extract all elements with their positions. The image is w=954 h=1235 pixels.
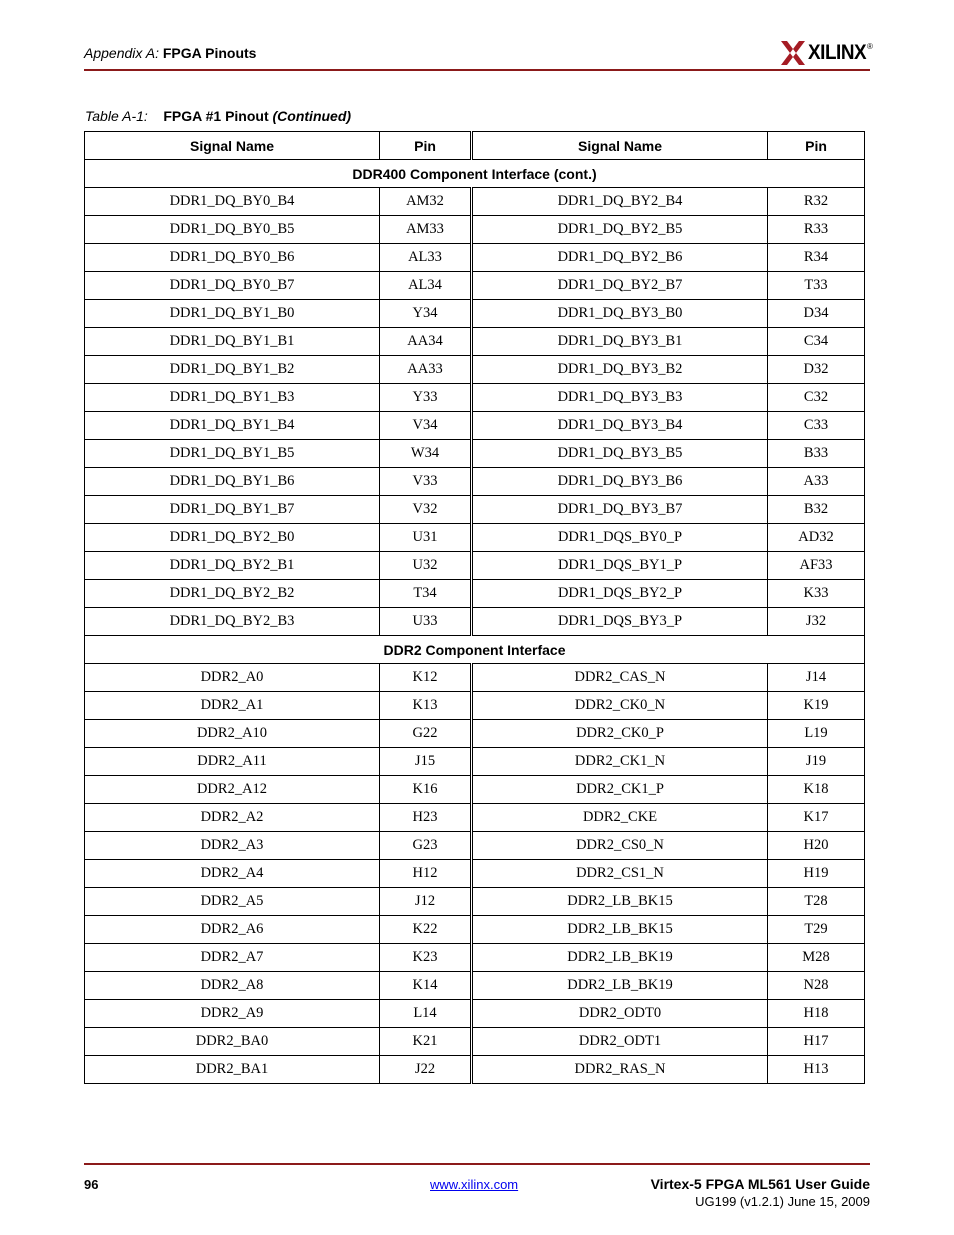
signal-name-cell: DDR2_A7 <box>85 944 380 972</box>
signal-name-cell: DDR1_DQ_BY2_B4 <box>472 188 768 216</box>
logo-text: XILINX <box>808 41 867 64</box>
signal-name-cell: DDR2_A3 <box>85 832 380 860</box>
signal-name-cell: DDR2_A4 <box>85 860 380 888</box>
column-header: Pin <box>380 132 472 160</box>
pin-cell: H12 <box>380 860 472 888</box>
pin-cell: G23 <box>380 832 472 860</box>
table-row <box>85 1056 865 1084</box>
signal-name-cell: DDR1_DQ_BY3_B2 <box>472 356 768 384</box>
section-row <box>85 636 865 664</box>
signal-name-cell: DDR2_CS1_N <box>472 860 768 888</box>
pin-cell: K17 <box>768 804 865 832</box>
pin-cell: T28 <box>768 888 865 916</box>
table-row <box>85 440 865 468</box>
section-prefix: Appendix A: <box>84 45 159 61</box>
pin-cell: AL33 <box>380 244 472 272</box>
table-row <box>85 412 865 440</box>
caption-label: Table A-1: <box>85 108 148 124</box>
signal-name-cell: DDR2_LB_BK15 <box>472 888 768 916</box>
table-row <box>85 776 865 804</box>
pin-cell: K21 <box>380 1028 472 1056</box>
pin-cell: AA33 <box>380 356 472 384</box>
pin-cell: U31 <box>380 524 472 552</box>
signal-name-cell: DDR2_BA0 <box>85 1028 380 1056</box>
signal-name-cell: DDR1_DQ_BY2_B5 <box>472 216 768 244</box>
signal-name-cell: DDR1_DQ_BY2_B7 <box>472 272 768 300</box>
signal-name-cell: DDR1_DQ_BY2_B1 <box>85 552 380 580</box>
pin-cell: L14 <box>380 1000 472 1028</box>
signal-name-cell: DDR1_DQ_BY1_B4 <box>85 412 380 440</box>
table-row <box>85 916 865 944</box>
pin-cell: W34 <box>380 440 472 468</box>
signal-name-cell: DDR2_CK1_N <box>472 748 768 776</box>
signal-name-cell: DDR1_DQS_BY2_P <box>472 580 768 608</box>
signal-name-cell: DDR2_A1 <box>85 692 380 720</box>
pin-cell: V34 <box>380 412 472 440</box>
pin-cell: C32 <box>768 384 865 412</box>
table-row <box>85 216 865 244</box>
pin-cell: U32 <box>380 552 472 580</box>
section-row <box>85 160 865 188</box>
pin-cell: AM32 <box>380 188 472 216</box>
pin-cell: AF33 <box>768 552 865 580</box>
section-title: DDR400 Component Interface (cont.) <box>85 160 865 188</box>
header-rule <box>84 69 870 71</box>
signal-name-cell: DDR1_DQ_BY2_B3 <box>85 608 380 636</box>
signal-name-cell: DDR2_CK0_N <box>472 692 768 720</box>
pin-cell: J14 <box>768 664 865 692</box>
pin-cell: AA34 <box>380 328 472 356</box>
signal-name-cell: DDR2_CK0_P <box>472 720 768 748</box>
signal-name-cell: DDR1_DQ_BY2_B0 <box>85 524 380 552</box>
pin-cell: K12 <box>380 664 472 692</box>
pin-cell: J32 <box>768 608 865 636</box>
table-row <box>85 944 865 972</box>
signal-name-cell: DDR1_DQ_BY1_B5 <box>85 440 380 468</box>
table-row <box>85 608 865 636</box>
pin-cell: AM33 <box>380 216 472 244</box>
signal-name-cell: DDR2_CK1_P <box>472 776 768 804</box>
pin-cell: K13 <box>380 692 472 720</box>
signal-name-cell: DDR1_DQ_BY3_B1 <box>472 328 768 356</box>
pin-cell: K23 <box>380 944 472 972</box>
pin-cell: H13 <box>768 1056 865 1084</box>
signal-name-cell: DDR1_DQ_BY0_B7 <box>85 272 380 300</box>
signal-name-cell: DDR1_DQ_BY0_B5 <box>85 216 380 244</box>
pin-cell: N28 <box>768 972 865 1000</box>
signal-name-cell: DDR2_CKE <box>472 804 768 832</box>
signal-name-cell: DDR1_DQ_BY1_B1 <box>85 328 380 356</box>
signal-name-cell: DDR2_LB_BK15 <box>472 916 768 944</box>
signal-name-cell: DDR2_A10 <box>85 720 380 748</box>
pin-cell: M28 <box>768 944 865 972</box>
pin-cell: T33 <box>768 272 865 300</box>
pin-cell: H23 <box>380 804 472 832</box>
signal-name-cell: DDR1_DQ_BY3_B5 <box>472 440 768 468</box>
pin-cell: V33 <box>380 468 472 496</box>
document-id: UG199 (v1.2.1) June 15, 2009 <box>695 1194 870 1209</box>
table-row <box>85 244 865 272</box>
signal-name-cell: DDR2_A12 <box>85 776 380 804</box>
pin-cell: Y33 <box>380 384 472 412</box>
pin-cell: T29 <box>768 916 865 944</box>
signal-name-cell: DDR2_LB_BK19 <box>472 972 768 1000</box>
table-row <box>85 328 865 356</box>
table-row <box>85 300 865 328</box>
table-row <box>85 664 865 692</box>
column-header: Signal Name <box>85 132 380 160</box>
page-number: 96 <box>84 1177 99 1192</box>
signal-name-cell: DDR1_DQ_BY1_B2 <box>85 356 380 384</box>
signal-name-cell: DDR2_BA1 <box>85 1056 380 1084</box>
pin-cell: H19 <box>768 860 865 888</box>
table-row <box>85 972 865 1000</box>
signal-name-cell: DDR2_CAS_N <box>472 664 768 692</box>
pin-cell: D34 <box>768 300 865 328</box>
signal-name-cell: DDR2_ODT1 <box>472 1028 768 1056</box>
table-row <box>85 860 865 888</box>
signal-name-cell: DDR1_DQS_BY0_P <box>472 524 768 552</box>
section-title: FPGA Pinouts <box>162 45 257 61</box>
signal-name-cell: DDR1_DQ_BY3_B7 <box>472 496 768 524</box>
pin-cell: R32 <box>768 188 865 216</box>
signal-name-cell: DDR1_DQS_BY1_P <box>472 552 768 580</box>
pin-cell: K22 <box>380 916 472 944</box>
pin-cell: AD32 <box>768 524 865 552</box>
signal-name-cell: DDR2_A6 <box>85 916 380 944</box>
signal-name-cell: DDR2_LB_BK19 <box>472 944 768 972</box>
signal-name-cell: DDR1_DQ_BY1_B3 <box>85 384 380 412</box>
pin-cell: AL34 <box>380 272 472 300</box>
table-header-row <box>85 132 865 160</box>
registered-mark: ® <box>867 42 873 51</box>
section-title: DDR2 Component Interface <box>85 636 865 664</box>
table-row <box>85 468 865 496</box>
pin-cell: T34 <box>380 580 472 608</box>
table-row <box>85 384 865 412</box>
signal-name-cell: DDR2_A2 <box>85 804 380 832</box>
table-row <box>85 552 865 580</box>
running-header <box>84 45 256 61</box>
table-row <box>85 692 865 720</box>
signal-name-cell: DDR1_DQ_BY0_B6 <box>85 244 380 272</box>
table-row <box>85 580 865 608</box>
signal-name-cell: DDR1_DQ_BY1_B6 <box>85 468 380 496</box>
pin-cell: K19 <box>768 692 865 720</box>
column-header: Signal Name <box>472 132 768 160</box>
signal-name-cell: DDR1_DQS_BY3_P <box>472 608 768 636</box>
caption-title: FPGA #1 Pinout <box>163 108 269 124</box>
signal-name-cell: DDR2_ODT0 <box>472 1000 768 1028</box>
pin-cell: K18 <box>768 776 865 804</box>
pin-cell: C33 <box>768 412 865 440</box>
signal-name-cell: DDR2_A5 <box>85 888 380 916</box>
footer-rule <box>84 1163 870 1165</box>
caption-suffix: (Continued) <box>272 108 352 124</box>
pin-cell: R33 <box>768 216 865 244</box>
signal-name-cell: DDR1_DQ_BY2_B6 <box>472 244 768 272</box>
pin-cell: C34 <box>768 328 865 356</box>
pinout-table <box>84 131 865 1084</box>
pin-cell: R34 <box>768 244 865 272</box>
table-row <box>85 1000 865 1028</box>
signal-name-cell: DDR1_DQ_BY3_B6 <box>472 468 768 496</box>
signal-name-cell: DDR2_CS0_N <box>472 832 768 860</box>
pin-cell: A33 <box>768 468 865 496</box>
website-link[interactable]: www.xilinx.com <box>430 1177 519 1192</box>
signal-name-cell: DDR2_A8 <box>85 972 380 1000</box>
pin-cell: K16 <box>380 776 472 804</box>
document-title: Virtex-5 FPGA ML561 User Guide <box>650 1176 870 1192</box>
pin-cell: H20 <box>768 832 865 860</box>
table-row <box>85 832 865 860</box>
signal-name-cell: DDR2_A0 <box>85 664 380 692</box>
signal-name-cell: DDR1_DQ_BY1_B7 <box>85 496 380 524</box>
pin-cell: V32 <box>380 496 472 524</box>
table-row <box>85 272 865 300</box>
xilinx-logo <box>781 38 873 68</box>
signal-name-cell: DDR1_DQ_BY1_B0 <box>85 300 380 328</box>
table-row <box>85 748 865 776</box>
pin-cell: B33 <box>768 440 865 468</box>
table-row <box>85 888 865 916</box>
table-row <box>85 1028 865 1056</box>
table-row <box>85 804 865 832</box>
pin-cell: D32 <box>768 356 865 384</box>
pin-cell: G22 <box>380 720 472 748</box>
pin-cell: L19 <box>768 720 865 748</box>
pin-cell: H17 <box>768 1028 865 1056</box>
signal-name-cell: DDR1_DQ_BY3_B3 <box>472 384 768 412</box>
pin-cell: B32 <box>768 496 865 524</box>
pin-cell: U33 <box>380 608 472 636</box>
table-caption <box>85 108 351 124</box>
pin-cell: J12 <box>380 888 472 916</box>
table-row <box>85 188 865 216</box>
column-header: Pin <box>768 132 865 160</box>
table-row <box>85 496 865 524</box>
pin-cell: J19 <box>768 748 865 776</box>
signal-name-cell: DDR2_A11 <box>85 748 380 776</box>
pin-cell: Y34 <box>380 300 472 328</box>
pin-cell: K33 <box>768 580 865 608</box>
pin-cell: J22 <box>380 1056 472 1084</box>
pin-cell: K14 <box>380 972 472 1000</box>
table-row <box>85 720 865 748</box>
signal-name-cell: DDR1_DQ_BY2_B2 <box>85 580 380 608</box>
pin-cell: J15 <box>380 748 472 776</box>
signal-name-cell: DDR1_DQ_BY3_B4 <box>472 412 768 440</box>
signal-name-cell: DDR2_RAS_N <box>472 1056 768 1084</box>
signal-name-cell: DDR2_A9 <box>85 1000 380 1028</box>
signal-name-cell: DDR1_DQ_BY0_B4 <box>85 188 380 216</box>
table-row <box>85 356 865 384</box>
pin-cell: H18 <box>768 1000 865 1028</box>
signal-name-cell: DDR1_DQ_BY3_B0 <box>472 300 768 328</box>
xilinx-x-mark-icon <box>781 41 805 65</box>
table-row <box>85 524 865 552</box>
